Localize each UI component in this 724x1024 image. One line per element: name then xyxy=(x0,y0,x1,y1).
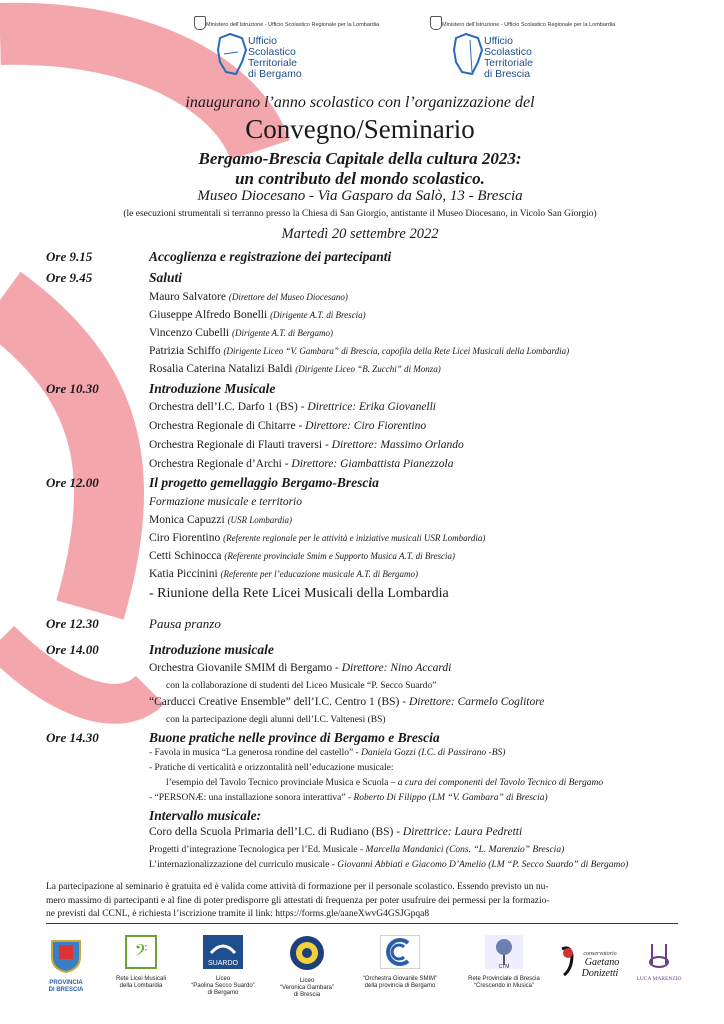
section-heading: Pausa pranzo xyxy=(149,616,221,631)
liceo-secco-suardo-logo: SUARDO Liceo “Paolina Secco Suardo” di Bergamo xyxy=(184,935,262,997)
time-label: Ore 14.30 xyxy=(46,730,99,745)
smim-logo-icon xyxy=(380,935,420,969)
section-heading: Intervallo musicale: xyxy=(149,808,262,823)
venue-note: (le esecuzioni strumentali si terranno presso la Chiesa di San Giorgio, antistante il Museo Diocesano, in Vicolo San Giorgio) xyxy=(123,209,597,219)
orchestra-smim-logo: “Orchestra Giovanile SMIM” della provincia di Bergamo xyxy=(352,935,448,990)
list-item: Katia Piccinini (Referente per l’educazione musicale A.T. di Bergamo) xyxy=(149,568,418,580)
ust-bergamo-logo xyxy=(192,12,392,82)
provincia-brescia-logo: PROVINCIA DI BRESCIA xyxy=(40,935,92,994)
list-item: Mauro Salvatore (Direttore del Museo Diocesano) xyxy=(149,291,348,303)
list-item-note: con la collaborazione di studenti del Liceo Musicale “P. Secco Suardo” xyxy=(166,681,437,691)
list-item: Progetti d’integrazione Tecnologica per l’Ed. Musicale - Marcella Mandanici (Cons. “L. Marenzio” Brescia) xyxy=(149,845,565,855)
liceo-gambara-logo: Liceo “Veronica Gambara” di Brescia xyxy=(270,935,344,999)
section-heading: Saluti xyxy=(149,270,183,285)
tree-logo-icon xyxy=(485,935,523,969)
svg-text:SUARDO: SUARDO xyxy=(208,960,238,967)
conservatorio-donizetti-logo xyxy=(556,943,630,986)
divider xyxy=(46,923,678,924)
list-item: Patrizia Schiffo (Dirigente Liceo “V. Gambara” di Brescia, capofila della Rete Licei Musicali della Lombardia) xyxy=(149,345,570,357)
rete-licei-logo: 𝄢 Rete Licei Musicali della Lombardia xyxy=(106,935,176,990)
list-item: Orchestra dell’I.C. Darfo 1 (BS) - Direttrice: Erika Giovanelli xyxy=(149,401,437,413)
provincia-crest-icon xyxy=(49,935,83,973)
ust-brescia-logo xyxy=(428,12,628,82)
ust-brescia-text: Ufficio Scolastico Territoriale di Brescia xyxy=(484,35,534,80)
donizetti-logo-icon xyxy=(556,943,630,983)
italian-emblem-icon xyxy=(194,16,206,30)
list-item: Orchestra Regionale di Flauti traversi - Direttore: Massimo Orlando xyxy=(149,439,464,451)
time-label: Ore 12.30 xyxy=(46,616,99,631)
time-label: Ore 10.30 xyxy=(46,381,99,396)
subheading: Formazione musicale e territorio xyxy=(149,496,302,508)
time-label: Ore 9.15 xyxy=(46,249,93,264)
italian-emblem-icon xyxy=(430,16,442,30)
svg-text:Gaetano: Gaetano xyxy=(584,957,620,968)
list-item: Monica Capuzzi (USR Lombardia) xyxy=(149,514,292,526)
lombardy-map-icon xyxy=(216,32,248,78)
list-item: L’internazionalizzazione del curriculo musicale - Giovanni Abbiati e Giacomo D’Amelio (LM “P. Secco Suardo” di Bergamo) xyxy=(149,860,629,870)
gambara-logo-icon xyxy=(289,935,325,971)
marenzio-logo-icon xyxy=(634,940,684,984)
subtitle: Bergamo-Brescia Capitale della cultura 2023: un contributo del mondo scolastico. xyxy=(198,149,522,188)
ministry-text: Ministero dell'Istruzione - Ufficio Scolastico Regionale per la Lombardia xyxy=(442,22,616,28)
crescendo-in-musica-logo: CTM Rete Provinciale di Brescia “Crescendo in Musica” xyxy=(456,935,552,990)
list-item: Orchestra Regionale d’Archi - Direttore: Giambattista Pianezzola xyxy=(149,458,454,470)
list-item: - Favola in musica “La generosa rondine del castello” - Daniela Gozzi (I.C. di Passirano -BS) xyxy=(149,748,506,758)
svg-text:conservatorio: conservatorio xyxy=(583,951,617,957)
list-item: - Pratiche di verticalità e orizzontalità nell’educazione musicale: xyxy=(149,763,394,773)
riunione-line: - Riunione della Rete Licei Musicali della Lombardia xyxy=(149,586,449,601)
section-heading: Accoglienza e registrazione dei partecipanti xyxy=(149,249,392,264)
bass-clef-icon xyxy=(125,935,157,969)
page-title: Convegno/Seminario xyxy=(245,114,475,144)
section-heading: Introduzione musicale xyxy=(149,642,274,657)
lombardy-map-icon xyxy=(452,32,484,78)
section-heading: Introduzione Musicale xyxy=(149,381,276,396)
list-item: Ciro Fiorentino (Referente regionale per le attività e iniziative musicali USR Lombardia) xyxy=(149,532,486,544)
svg-text:CTM: CTM xyxy=(498,964,510,969)
list-item: Coro della Scuola Primaria dell’I.C. di Rudiano (BS) - Direttrice: Laura Pedretti xyxy=(149,826,523,838)
list-item: - “PERSONÆ: una installazione sonora interattiva” - Roberto Di Filippo (LM “V. Gambara” di Brescia) xyxy=(149,793,548,803)
list-item: “Carducci Creative Ensemble” dell’I.C. Centro 1 (BS) - Direttore: Carmelo Coglitore xyxy=(149,696,545,708)
ust-bergamo-text: Ufficio Scolastico Territoriale di Bergamo xyxy=(248,35,302,80)
section-heading: Buone pratiche nelle province di Bergamo e Brescia xyxy=(149,730,440,745)
time-label: Ore 14.00 xyxy=(46,642,99,657)
svg-text:LUCA MARENZIO: LUCA MARENZIO xyxy=(636,976,682,982)
list-item: l’esempio del Tavolo Tecnico provinciale Musica e Scuola – a cura dei componenti del Tavolo Tecnico di Bergamo xyxy=(166,778,604,788)
registration-note: La partecipazione al seminario è gratuita ed è valida come attività di formazione per il personale scolastico. Essendo previsto un nu- mero massimo di partecipanti e al fine di poter predisporre gli attestati di frequenza per poter usufruire dei permessi per la formazio- ne previsti dal CCNL, è richiesta l’iscrizione tramite il link: https://forms.gle/aaneXwvG4GSJGpqa8 xyxy=(46,882,550,919)
suardo-logo-icon xyxy=(203,935,243,969)
time-label: Ore 12.00 xyxy=(46,475,99,490)
list-item: Orchestra Giovanile SMIM di Bergamo - Direttore: Nino Accardi xyxy=(149,662,452,674)
venue: Museo Diocesano - Via Gasparo da Salò, 13 - Brescia xyxy=(197,188,523,204)
svg-text:Donizetti: Donizetti xyxy=(581,968,619,979)
time-label: Ore 9.45 xyxy=(46,270,93,285)
ministry-text: Ministero dell'Istruzione - Ufficio Scolastico Regionale per la Lombardia xyxy=(206,22,380,28)
list-item-note: con la partecipazione degli alunni dell’I.C. Valtenesi (BS) xyxy=(166,715,386,725)
intro-line: inaugurano l’anno scolastico con l’organizzazione del xyxy=(185,94,535,111)
svg-text:𝄢: 𝄢 xyxy=(134,940,148,964)
conservatorio-marenzio-logo xyxy=(634,940,684,987)
list-item: Cetti Schinocca (Referente provinciale Smim e Supporto Musica A.T. di Brescia) xyxy=(149,550,455,562)
event-date: Martedì 20 settembre 2022 xyxy=(281,226,439,242)
list-item: Vincenzo Cubelli (Dirigente A.T. di Bergamo) xyxy=(149,327,334,339)
list-item: Giuseppe Alfredo Bonelli (Dirigente A.T. di Brescia) xyxy=(149,309,366,321)
list-item: Orchestra Regionale di Chitarre - Direttore: Ciro Fiorentino xyxy=(149,420,427,432)
list-item: Rosalia Caterina Natalizi Baldi (Dirigente Liceo “B. Zucchi” di Monza) xyxy=(149,363,441,375)
section-heading: Il progetto gemellaggio Bergamo-Brescia xyxy=(149,475,379,490)
